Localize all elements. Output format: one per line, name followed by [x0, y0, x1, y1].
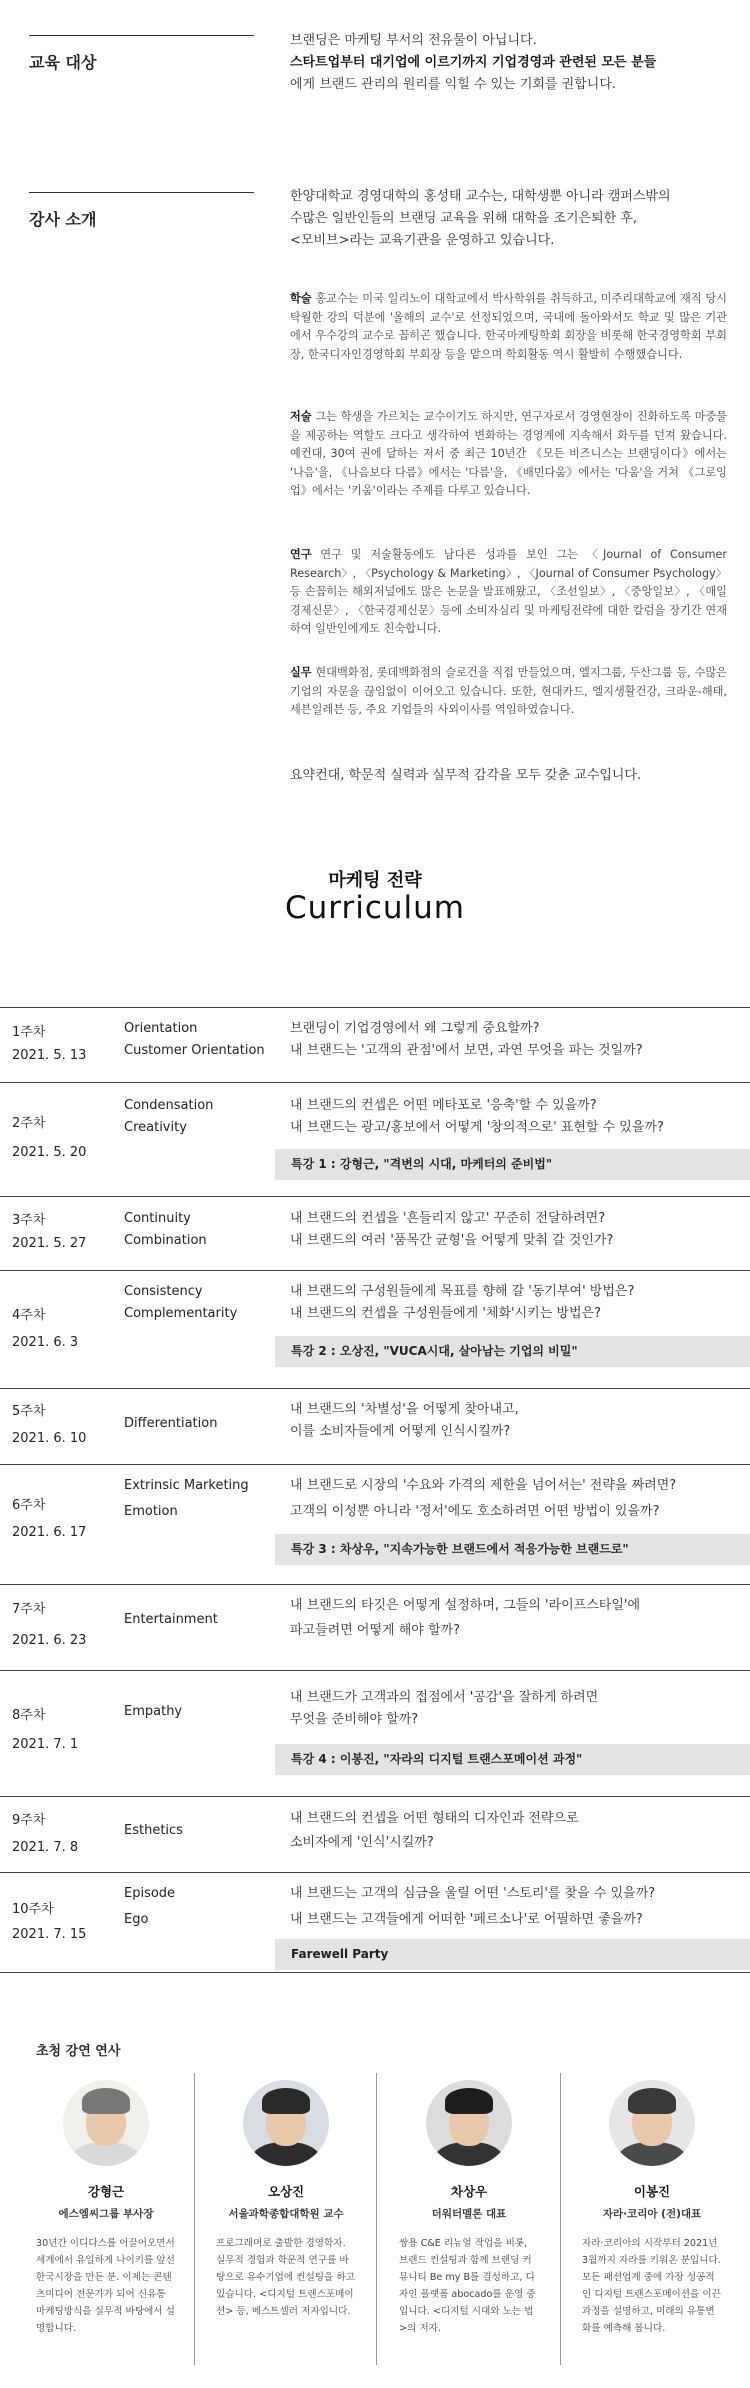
week-question: 내 브랜드는 '고객의 관점'에서 보면, 과연 무엇을 파는 것일까? [290, 1043, 643, 1058]
bio-writing [290, 408, 727, 501]
week-question: 무엇을 준비해야 할까? [290, 1712, 419, 1727]
week-topic: Emotion [124, 1504, 178, 1519]
special-lecture-4: 특강 4 : 이봉진, "자라의 디지털 트랜스포메이션 과정" [275, 1744, 750, 1775]
bio-text: 홍교수는 미국 일리노이 대학교에서 박사학위를 취득하고, 미주리대학교에 재직 당시 탁월한 강의 덕분에 '올해의 교수'로 선정되었으며, 국내에 돌아와서도 학교 및 많은 기관에서 우수강의 교수로 꼽히곤 했습니다. 한국마케팅학회 회장을 비롯해 한국경영학회 부회장, 한국디자인경영학회 부회장 등을 맡으며 학회활동 역시 활발히 수행했습니다. [290, 292, 727, 361]
week-date: 2021. 7. 8 [12, 1840, 79, 1855]
lecturer-closing: 요약컨대, 학문적 실력과 실무적 감각을 모두 갖춘 교수입니다. [290, 768, 642, 783]
week-question: 내 브랜드의 컨셉을 '흔들리지 않고' 꾸준히 전달하려면? [290, 1211, 606, 1226]
curriculum-week-6 [0, 1464, 750, 1570]
curriculum-week-5 [0, 1388, 750, 1452]
week-label: 7주차 [12, 1602, 46, 1617]
week-question: 내 브랜드는 광고/홍보에서 어떻게 '창의적으로' 표현할 수 있을까? [290, 1120, 664, 1135]
speaker-card [572, 2080, 732, 2337]
week-date: 2021. 6. 3 [12, 1335, 79, 1350]
speaker-photo-hair [262, 2088, 310, 2114]
week-date: 2021. 6. 17 [12, 1525, 87, 1540]
bio-text: 그는 학생을 가르치는 교수이기도 하지만, 연구자로서 경영현장이 진화하도록 마중물을 제공하는 역할도 크다고 생각하여 변화하는 경영계에 지속해서 화두를 던져 왔습니다. 예컨대, 30여 권에 달하는 저서 중 최근 10년간 《모든 비즈니스는 브랜딩이다》에서는 '나음'을, 《나음보다 다름》에서는 '다름'을, 《배민다움》에서는 '다움'을 거쳐 《그로잉업》에서는 '키움'이라는 주제를 다루고 있습니다. [290, 410, 727, 498]
week-topic: Esthetics [124, 1823, 183, 1838]
speaker-description: 프로그래머로 출발한 경영학자. 실무적 경험과 학문적 연구를 바탕으로 유수기업에 컨설팅을 하고 있습니다. <디지털 트랜스포메이션> 등, 베스트셀러 저자입니다. [216, 2238, 355, 2317]
speaker-photo [609, 2080, 695, 2166]
week-question: 내 브랜드는 고객의 심금을 울릴 어떤 '스토리'를 찾을 수 있을까? [290, 1886, 656, 1901]
week-topic: Customer Orientation [124, 1043, 265, 1058]
education-heading: 교육 대상 [29, 35, 254, 73]
curriculum-week-7 [0, 1584, 750, 1657]
speaker-divider [376, 2073, 377, 2365]
bio-research [290, 546, 727, 639]
week-question: 내 브랜드의 컨셉을 어떤 형태의 디자인과 전략으로 [290, 1811, 579, 1826]
speaker-photo-hair [628, 2088, 676, 2114]
curriculum-week-2 [0, 1082, 750, 1184]
curriculum-week-3 [0, 1196, 750, 1259]
speaker-description: 30년간 이디다스를 이끌어오면서 세계에서 유일하게 나이키를 앞선 한국시장을 만든 분. 이제는 콘텐츠미디어 전문가가 되어 신유통 마케팅방식을 실무적 바탕에서 설명합니다. [36, 2238, 175, 2334]
speaker-card [206, 2080, 366, 2320]
week-label: 2주차 [12, 1116, 46, 1131]
week-question: 내 브랜드가 고객과의 접점에서 '공감'을 잘하게 하려면 [290, 1690, 599, 1705]
education-line-2: 스타트업부터 대기업에 이르기까지 기업경영과 관련된 모든 분들 [290, 55, 657, 70]
week-label: 9주차 [12, 1813, 46, 1828]
week-question: 파고들려면 어떻게 해야 할까? [290, 1623, 460, 1638]
week-date: 2021. 5. 20 [12, 1145, 87, 1160]
farewell-party: Farewell Party [275, 1939, 750, 1970]
week-label: 1주차 [12, 1025, 46, 1040]
curriculum-week-1 [0, 1007, 750, 1070]
week-question: 내 브랜드의 '차별성'을 어떻게 찾아내고, [290, 1402, 519, 1417]
week-question: 고객의 이성뿐 아니라 '정서'에도 호소하려면 어떤 방법이 있을까? [290, 1504, 660, 1519]
speaker-description: 자라·코리아의 시작부터 2021년 3월까지 자라를 키워온 분입니다. 모든 패션업계 중에 가장 성공적인 디지털 트랜스포메이션을 이끈 과정을 설명하고, 미래의 유통변화를 예측해 봅니다. [582, 2238, 721, 2334]
week-question: 내 브랜드의 여러 '품목간 균형'을 어떻게 맞춰 갈 것인가? [290, 1233, 614, 1248]
curriculum-week-8 [0, 1670, 750, 1784]
speaker-divider [560, 2073, 561, 2365]
bio-academic [290, 290, 727, 364]
week-label: 3주차 [12, 1213, 46, 1228]
curriculum-week-10 [0, 1872, 750, 1972]
education-text [290, 30, 730, 96]
week-topic: Extrinsic Marketing [124, 1478, 249, 1493]
week-label: 4주차 [12, 1308, 46, 1323]
lecturer-heading: 강사 소개 [29, 192, 254, 230]
speaker-description: 쌍용 C&E 리뉴얼 작업을 비롯, 브랜드 컨설팅과 함께 브랜딩 커뮤니티 Be my B를 결성하고, 디자인 플랫폼 abocado를 운영 중입니다. <디지털 시대와 노는 법>의 저자. [399, 2238, 536, 2334]
bio-practice [290, 664, 727, 720]
week-topic: Complementarity [124, 1306, 238, 1321]
speaker-photo [63, 2080, 149, 2166]
special-lecture-2: 특강 2 : 오상진, "VUCA시대, 살아남는 기업의 비밀" [275, 1336, 750, 1367]
week-topic: Episode [124, 1886, 176, 1901]
table-bottom-rule [0, 1972, 750, 1973]
week-date: 2021. 5. 27 [12, 1236, 87, 1251]
week-label: 6주차 [12, 1498, 46, 1513]
speaker-name: 오상진 [267, 2184, 305, 2199]
speaker-role: 더워터멜론 대표 [431, 2208, 507, 2220]
week-question: 내 브랜드로 시장의 '수요와 가격의 제한을 넘어서는' 전략을 짜려면? [290, 1478, 677, 1493]
curriculum-title-korean: 마케팅 전략 [328, 870, 422, 891]
week-date: 2021. 5. 13 [12, 1048, 87, 1063]
speaker-photo-hair [82, 2088, 130, 2114]
education-line-3: 에게 브랜드 관리의 원리를 익힐 수 있는 기회를 권합니다. [290, 77, 617, 92]
lecturer-intro [290, 186, 730, 252]
week-question: 내 브랜드의 타깃은 어떻게 설정하며, 그들의 '라이프스타일'에 [290, 1598, 641, 1613]
curriculum-title-english: Curriculum [284, 890, 465, 926]
week-date: 2021. 6. 23 [12, 1633, 87, 1648]
week-topic: Differentiation [124, 1416, 218, 1431]
speaker-name: 이봉진 [633, 2184, 671, 2199]
week-topic: Ego [124, 1912, 149, 1927]
speaker-name: 차상우 [450, 2184, 488, 2199]
week-question: 브랜딩이 기업경영에서 왜 그렇게 중요할까? [290, 1021, 540, 1036]
week-question: 내 브랜드는 고객들에게 어떠한 '페르소나'로 어필하면 좋을까? [290, 1912, 643, 1927]
week-question: 내 브랜드의 구성원들에게 목표를 향해 갈 '동기부여' 방법은? [290, 1284, 635, 1299]
bio-key: 실무 [290, 666, 312, 679]
week-date: 2021. 7. 1 [12, 1737, 79, 1752]
speaker-name: 강형근 [87, 2184, 125, 2199]
week-topic: Entertainment [124, 1612, 218, 1627]
special-lecture-3: 특강 3 : 차상우, "지속가능한 브랜드에서 적응가능한 브랜드로" [275, 1534, 750, 1565]
week-topic: Combination [124, 1233, 207, 1248]
week-question: 내 브랜드의 컨셉은 어떤 메타포로 '응축'할 수 있을까? [290, 1098, 597, 1113]
week-label: 5주차 [12, 1404, 46, 1419]
week-question: 이를 소비자들에게 어떻게 인식시킬까? [290, 1424, 511, 1439]
curriculum-week-9 [0, 1796, 750, 1866]
speaker-role: 자라·코리아 (전)대표 [602, 2208, 702, 2220]
lecturer-intro-line-3: <모비브>라는 교육기관을 운영하고 있습니다. [290, 233, 555, 248]
education-line-1: 브랜딩은 마케팅 부서의 전유물이 아닙니다. [290, 33, 537, 48]
special-lecture-1: 특강 1 : 강형근, "격변의 시대, 마케터의 준비법" [275, 1149, 750, 1180]
speakers-title: 초청 강연 연사 [36, 2044, 121, 2059]
speaker-role: 에스엠씨그룹 부사장 [58, 2208, 154, 2220]
week-topic: Consistency [124, 1284, 203, 1299]
week-date: 2021. 6. 10 [12, 1431, 87, 1446]
speaker-card [26, 2080, 186, 2337]
bio-key: 연구 [290, 548, 312, 561]
speaker-photo [243, 2080, 329, 2166]
week-topic: Empathy [124, 1704, 183, 1719]
lecturer-intro-line-2: 수많은 일반인들의 브랜딩 교육을 위해 대학을 조기은퇴한 후, [290, 211, 638, 226]
week-date: 2021. 7. 15 [12, 1927, 87, 1942]
bio-text: 현대백화점, 롯데백화점의 슬로건을 직접 만들었으며, 엘지그룹, 두산그룹 등, 수많은 기업의 자문을 끊임없이 이어오고 있습니다. 또한, 현대카드, 엘지생활건강, 크라운-해태, 세븐일레븐 등, 주요 기업들의 사외이사를 역임하였습니다. [290, 666, 727, 717]
speaker-divider [194, 2073, 195, 2365]
bio-key: 저술 [290, 410, 312, 423]
speaker-photo [426, 2080, 512, 2166]
week-label: 8주차 [12, 1708, 46, 1723]
week-topic: Continuity [124, 1211, 191, 1226]
week-label: 10주차 [12, 1902, 54, 1917]
week-topic: Condensation [124, 1098, 214, 1113]
lecturer-intro-line-1: 한양대학교 경영대학의 홍성태 교수는, 대학생뿐 아니라 캠퍼스밖의 [290, 189, 671, 204]
curriculum-week-4 [0, 1270, 750, 1376]
week-topic: Orientation [124, 1021, 198, 1036]
week-question: 내 브랜드의 컨셉을 구성원들에게 '체화'시키는 방법은? [290, 1306, 601, 1321]
bio-key: 학술 [290, 292, 312, 305]
speaker-card [389, 2080, 549, 2337]
week-topic: Creativity [124, 1120, 187, 1135]
week-question: 소비자에게 '인식'시킬까? [290, 1835, 434, 1850]
bio-text: 연구 및 저술활동에도 남다른 성과를 보인 그는 〈Journal of Consumer Research〉, 〈Psychology & Marketing〉, 〈Journal of Consumer Psychology〉 등 손꼽히는 해외저널에도 많은 논문을 발표해왔고, 〈조선일보〉, 〈중앙일보〉, 〈매일경제신문〉, 〈한국경제신문〉등에 소비자심리 및 마케팅전략에 대한 칼럼을 장기간 연재하여 일반인에게도 친숙합니다. [290, 548, 727, 636]
speaker-role: 서울과학종합대학원 교수 [228, 2208, 344, 2220]
speaker-photo-hair [445, 2088, 493, 2114]
